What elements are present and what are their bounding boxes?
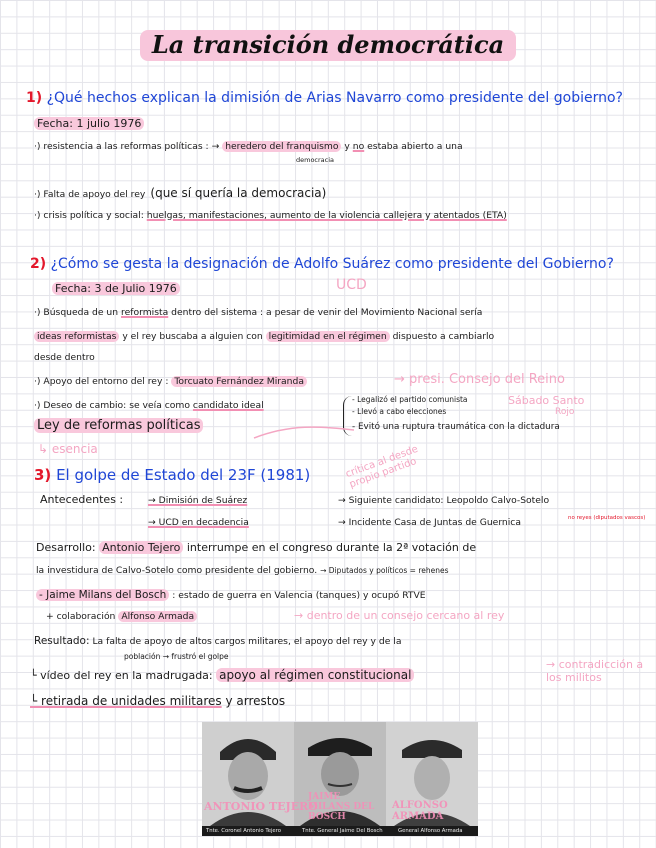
sabado-note: Sábado Santo xyxy=(508,394,585,407)
antecedentes-label: Antecedentes : xyxy=(40,493,124,506)
fecha-1: Fecha: 1 julio 1976 xyxy=(34,117,144,130)
antecedente-2: → Siguiente candidato: Leopoldo Calvo-Sotelo xyxy=(338,495,550,506)
video-note: → contradicción a los militos xyxy=(546,658,644,684)
s1-bullet-1: ·) resistencia a las reformas políticas : → heredero del franquismo y no estaba abierto a una xyxy=(34,141,463,152)
section-3-title: 3) El golpe de Estado del 23F (1981) xyxy=(34,466,311,484)
antecedente-4-note: no reyes (diputados vascos) xyxy=(568,515,646,521)
critica-note: crítica al desde propio partido xyxy=(344,443,420,491)
desarrollo-line-3: - Jaime Milans del Bosch : estado de guerra en Valencia (tanques) y ocupó RTVE xyxy=(36,589,426,601)
antecedente-4: → Incidente Casa de Juntas de Guernica xyxy=(338,517,521,528)
desarrollo-note-4: → dentro de un consejo cercano al rey xyxy=(294,609,505,622)
retirada-line: └ retirada de unidades militares y arrestos xyxy=(30,694,286,708)
antecedente-1: → Dimisión de Suárez xyxy=(148,495,248,506)
question-1 xyxy=(26,90,623,106)
photo-strip xyxy=(202,722,478,836)
ley-reformas: Ley de reformas políticas xyxy=(34,418,203,433)
desarrollo-line-2: la investidura de Calvo-Sotelo como presidente del gobierno. → Diputados y políticos = rehenes xyxy=(36,565,449,576)
brace-item-2: - Llevó a cabo elecciones xyxy=(352,407,447,416)
question-1-number: 1) xyxy=(26,90,43,106)
question-1-text: ¿Qué hechos explican la dimisión de Arias Navarro como presidente del gobierno? xyxy=(46,90,623,106)
s1-bullet-3: ·) crisis política y social: huelgas, manifestaciones, aumento de la violencia callejera y atentados (ETA) xyxy=(34,210,507,221)
resultado-line-1: Resultado: La falta de apoyo de altos cargos militares, el apoyo del rey y de la xyxy=(34,635,402,647)
s1-bullet-1-cont: democracia xyxy=(296,156,335,164)
desarrollo-line-1: Desarrollo: Antonio Tejero interrumpe en el congreso durante la 2ª votación de xyxy=(36,541,477,554)
ucd-note: UCD xyxy=(336,277,367,293)
rojo-note: Rojo xyxy=(555,407,575,417)
question-2-number: 2) xyxy=(30,256,47,272)
esencia-note: ↳ esencia xyxy=(38,442,98,456)
arrow-to-brace xyxy=(250,420,360,444)
s1-bullet-2: ·) Falta de apoyo del rey (que sí quería la democracia) xyxy=(34,186,327,200)
s2-apoyo: ·) Apoyo del entorno del rey : Torcuato Fernández Miranda xyxy=(34,376,307,387)
antecedente-3: → UCD en decadencia xyxy=(148,517,249,528)
desarrollo-line-4: + colaboración Alfonso Armada xyxy=(46,611,197,622)
photo-name-1: ANTONIO TEJERO xyxy=(204,800,318,813)
s2-deseo: ·) Deseo de cambio: se veía como candidato ideal xyxy=(34,400,264,411)
question-2-text: ¿Cómo se gesta la designación de Adolfo Suárez como presidente del Gobierno? xyxy=(50,256,614,272)
photo-captions xyxy=(202,826,478,836)
photo-name-2: JAIME MILANS DEL BOSCH xyxy=(308,792,375,822)
resultado-line-2: población → frustró el golpe xyxy=(124,652,229,661)
brace-item-3: - Evitó una ruptura traumática con la dictadura xyxy=(352,422,560,432)
s2-apoyo-note: → presi. Consejo del Reino xyxy=(394,372,565,387)
caption-2: Tnte. General Jaime Del Bosch xyxy=(302,828,383,834)
page-title: La transición democrática xyxy=(0,30,656,59)
caption-3: General Alfonso Armada xyxy=(398,828,463,834)
s2-line-2: ideas reformistas y el rey buscaba a alguien con legitimidad en el régimen dispuesto a cambiarlo xyxy=(34,331,494,342)
caption-1: Tnte. Coronel Antonio Tejero xyxy=(206,828,281,834)
s2-line-1: ·) Búsqueda de un reformista dentro del sistema : a pesar de venir del Movimiento Nacional sería xyxy=(34,307,483,318)
question-2 xyxy=(30,256,614,272)
photo-name-3: ALFONSO ARMADA xyxy=(392,800,448,822)
video-line: └ vídeo del rey en la madrugada: apoyo al régimen constitucional xyxy=(30,668,414,682)
brace-item-1: - Legalizó el partido comunista xyxy=(352,395,468,404)
fecha-2: Fecha: 3 de Julio 1976 xyxy=(52,282,180,295)
s2-line-3: desde dentro xyxy=(34,352,95,363)
